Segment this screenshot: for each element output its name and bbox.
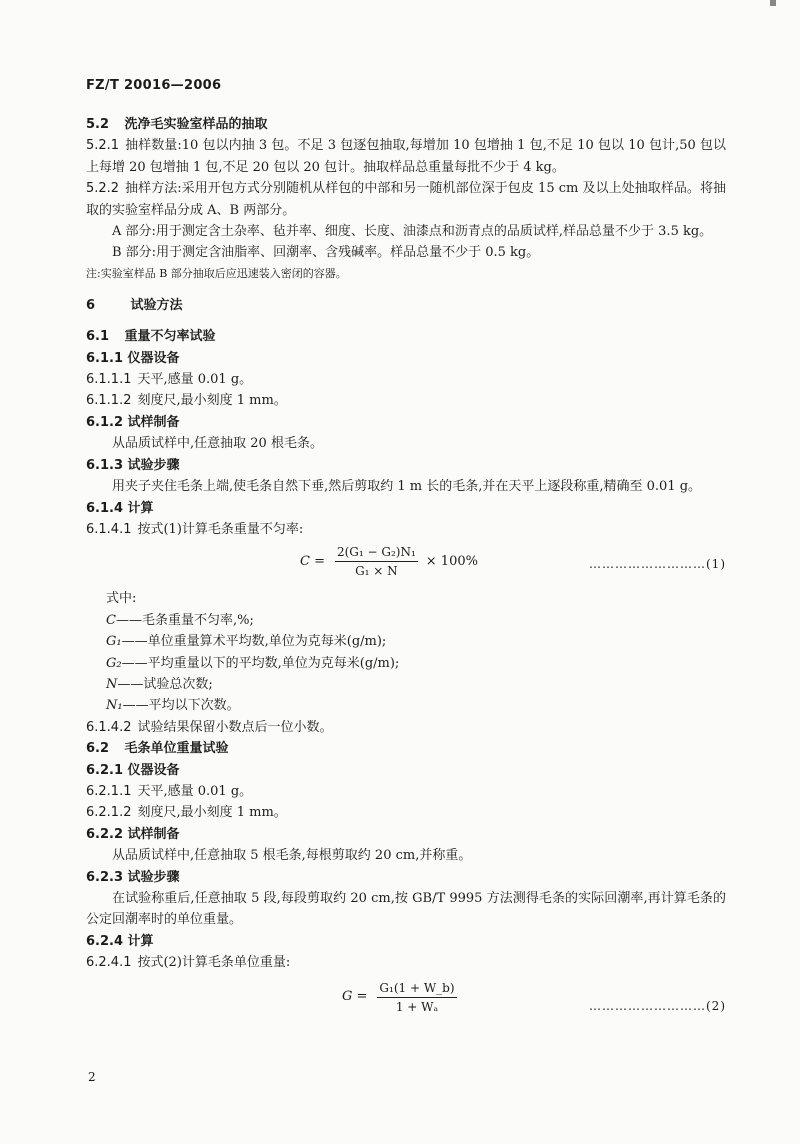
section-number: 6.2 <box>86 741 110 757</box>
section-6-2-1-heading <box>86 760 726 781</box>
part-b-description: B 部分:用于测定含油脂率、回潮率、含残碱率。样品总量不少于 0.5 kg。 <box>112 245 540 261</box>
section-number: 6.1.1 <box>86 350 124 366</box>
variable-desc: ——单位重量算术平均数,单位为克每米(g/m); <box>121 634 387 650</box>
section-title: 重量不匀率试验 <box>124 329 216 345</box>
clause-number: 6.1.1.2 <box>86 393 132 409</box>
section-number: 6.1.2 <box>86 414 124 430</box>
clause-number: 6.1.4.1 <box>86 521 132 537</box>
section-6-1-3-heading <box>86 455 726 476</box>
where-label: 式中: <box>106 591 137 607</box>
clause-number: 5.2.2 <box>86 181 120 197</box>
clause-number: 5.2.1 <box>86 138 120 154</box>
document-body <box>86 114 726 1022</box>
section-6-1-1-heading <box>86 348 726 369</box>
variable-symbol: N₁ <box>106 698 123 714</box>
variable-item <box>106 653 726 674</box>
variable-desc: ——试验总次数; <box>117 676 213 692</box>
clause-text: 按式(1)计算毛条重量不匀率: <box>137 521 304 537</box>
section-title: 仪器设备 <box>127 762 180 778</box>
section-title: 试验步骤 <box>127 457 180 473</box>
section-6-2-4-heading <box>86 931 726 952</box>
section-number: 6.2.4 <box>86 933 124 949</box>
clause-number: 6.1.4.2 <box>86 719 132 735</box>
clause-text: 抽样方法:采用开包方式分别随机从样包的中部和另一随机部位深于包皮 15 cm 及以上处抽取样品。将抽取的实验室样品分成 A、B 两部分。 <box>86 181 726 218</box>
variable-symbol: N <box>106 676 118 692</box>
section-number: 6.2.1 <box>86 762 124 778</box>
section-6-2-3-heading <box>86 867 726 888</box>
clause-number: 6.2.1.2 <box>86 805 132 821</box>
clause-6-2-1-1 <box>86 781 726 802</box>
section-number: 6 <box>86 297 96 313</box>
variable-desc: ——平均以下次数。 <box>122 698 240 714</box>
formula-tail: × 100% <box>425 554 478 570</box>
section-number: 6.1.3 <box>86 457 124 473</box>
section-title: 试样制备 <box>127 826 180 842</box>
section-title: 试样制备 <box>127 414 180 430</box>
equation-number: ………………………(1) <box>589 557 726 572</box>
formula-2 <box>342 980 461 1015</box>
clause-text: 刻度尺,最小刻度 1 mm。 <box>137 393 287 409</box>
section-title: 仪器设备 <box>127 350 180 366</box>
formula-lhs: C = <box>300 554 325 570</box>
variable-symbol: G₁ <box>106 634 122 650</box>
clause-number: 6.2.1.1 <box>86 783 132 799</box>
section-title: 试验步骤 <box>127 869 180 885</box>
formula-2-row <box>86 976 726 1020</box>
note: 注:实验室样品 B 部分抽取后应迅速装入密闭的容器。 <box>86 266 347 280</box>
fraction <box>377 980 456 1015</box>
section-number: 5.2 <box>86 117 110 132</box>
section-6-1-4-heading <box>86 498 726 519</box>
variable-item <box>106 610 726 631</box>
fraction-numerator: 2(G₁ − G₂)N₁ <box>335 544 418 562</box>
section-number: 6.1 <box>86 329 110 345</box>
variable-item <box>106 695 726 716</box>
section-number: 6.1.4 <box>86 500 124 516</box>
clause-6-1-1-2 <box>86 390 726 411</box>
fraction <box>335 544 418 579</box>
clause-6-2-4-1 <box>86 952 726 973</box>
section-title: 计算 <box>127 500 154 516</box>
section-title: 计算 <box>127 933 154 949</box>
section-number: 6.2.3 <box>86 869 124 885</box>
clause-number: 6.2.4.1 <box>86 955 132 971</box>
test-procedure-text: 用夹子夹住毛条上端,使毛条自然下垂,然后剪取约 1 m 长的毛条,并在天平上逐段称重,精确至 0.01 g。 <box>112 479 702 495</box>
variable-list <box>106 610 726 717</box>
section-5-2-heading <box>86 114 726 135</box>
page-number: 2 <box>88 1070 96 1084</box>
clause-text: 按式(2)计算毛条单位重量: <box>137 955 291 971</box>
variable-item <box>106 674 726 695</box>
variable-symbol: C <box>106 612 116 628</box>
scan-artifact <box>770 0 776 6</box>
sample-prep-text: 从品质试样中,任意抽取 20 根毛条。 <box>112 436 323 452</box>
fraction-denominator: 1 + Wₐ <box>395 999 439 1014</box>
section-6-1-2-heading <box>86 412 726 433</box>
clause-text: 天平,感量 0.01 g。 <box>137 783 253 799</box>
clause-text: 抽样数量:10 包以内抽 3 包。不足 3 包逐包抽取,每增加 10 包增抽 1 包,不足 10 包以 10 包计,50 包以上每增 20 包增抽 1 包,不足 20 包以 20 包计。抽取样品总重量每批不少于 4 kg。 <box>86 138 726 175</box>
variable-symbol: G₂ <box>106 655 122 671</box>
clause-6-2-1-2 <box>86 802 726 823</box>
equation-number: ………………………(2) <box>589 998 726 1013</box>
standard-code: FZ/T 20016—2006 <box>86 78 222 93</box>
part-a-description: A 部分:用于测定含土杂率、毡并率、细度、长度、油漆点和沥青点的品质试样,样品总量不少于 3.5 kg。 <box>112 224 713 240</box>
clause-5-2-2 <box>86 178 726 221</box>
clause-text: 试验结果保留小数点后一位小数。 <box>137 719 333 735</box>
section-title: 毛条单位重量试验 <box>124 741 229 757</box>
section-number: 6.2.2 <box>86 826 124 842</box>
clause-6-1-4-1 <box>86 519 726 540</box>
variable-item <box>106 631 726 652</box>
formula-lhs: G = <box>342 989 368 1005</box>
variable-desc: ——毛条重量不匀率,%; <box>115 612 254 628</box>
clause-number: 6.1.1.1 <box>86 372 132 388</box>
sample-prep-text: 从品质试样中,任意抽取 5 根毛条,每根剪取约 20 cm,并称重。 <box>112 848 472 864</box>
clause-6-1-1-1 <box>86 369 726 390</box>
clause-5-2-1 <box>86 135 726 178</box>
section-title: 洗净毛实验室样品的抽取 <box>124 117 268 132</box>
section-6-1-heading <box>86 326 726 347</box>
test-procedure-text: 在试验称重后,任意抽取 5 段,每段剪取约 20 cm,按 GB/T 9995 方法测得毛条的实际回潮率,再计算毛条的公定回潮率时的单位重量。 <box>86 891 726 928</box>
clause-text: 天平,感量 0.01 g。 <box>137 372 253 388</box>
formula-1-row <box>86 542 726 586</box>
formula-1 <box>300 544 478 579</box>
variable-desc: ——平均重量以下的平均数,单位为克每米(g/m); <box>121 655 400 671</box>
section-6-2-heading <box>86 738 726 759</box>
section-6-heading <box>86 295 726 316</box>
clause-text: 刻度尺,最小刻度 1 mm。 <box>137 805 287 821</box>
clause-6-1-4-2 <box>86 717 726 738</box>
fraction-numerator: G₁(1 + W_b) <box>377 980 456 998</box>
section-title: 试验方法 <box>130 297 183 313</box>
fraction-denominator: G₁ × N <box>355 564 398 579</box>
section-6-2-2-heading <box>86 824 726 845</box>
